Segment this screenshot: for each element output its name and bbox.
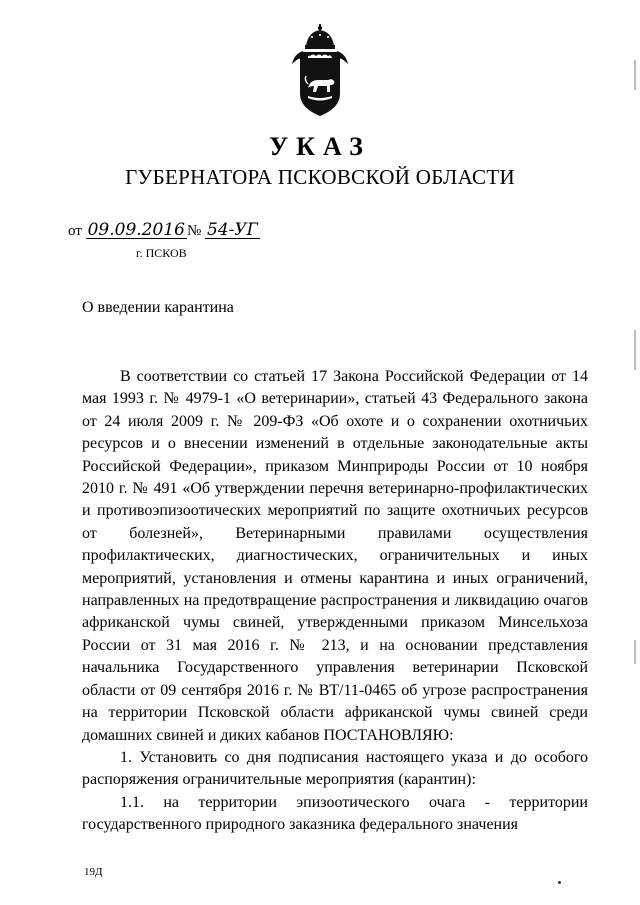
scan-dot <box>558 881 561 884</box>
handwritten-date: 09.09.2016 <box>87 220 185 240</box>
handwritten-number: 54-УГ <box>207 220 258 240</box>
city-label: г. ПСКОВ <box>136 246 187 260</box>
footer-code: 19Д <box>84 866 103 878</box>
body-paragraph: 1. Установить со дня подписания настоящего указа и до особого распоряжения ограничительные мероприятия (карантин): <box>82 748 588 789</box>
date-number-line <box>68 222 260 240</box>
pskov-coat-of-arms-icon <box>288 24 352 120</box>
body-paragraph: 1.1. на территории эпизоотического очага - территории государственного природного заказника федерального значения <box>82 793 588 834</box>
body-paragraph: В соответствии со статьей 17 Закона Российской Федерации от 14 мая 1993 г. № 4979-1 «О ветеринарии», статьей 43 Федерального закона от 24 июля 2009 г. № 209-ФЗ «Об охоте и о сохранении охотничьих ресурсов и о внесении изменений в отдельные законодательные акты Российской Федерации», приказом Минприроды России от 10 ноября 2010 г. № 491 «Об утверждении перечня ветеринарно-профилактических и противоэпизоотических мероприятий по защите охотничьих ресурсов от болезней», Ветеринарными правилами осуществления профилактических, диагностических, ограничительных и иных мероприятий, установления и отмены карантина и иных ограничений, направленных на предотвращение распространения и ликвидацию очагов африканской чумы свиней, утвержденными приказом Минсельхоза России от 31 мая 2016 г. № 213, и на основании представления начальника Государственного управления ветеринарии Псковской области от 09 сентября 2016 г. № ВТ/11-0465 об угрозе распространения на территории Псковской области африканской чумы свиней среди домашних свиней и диких кабанов ПОСТАНОВЛЯЮ: <box>82 368 588 744</box>
document-body <box>82 366 588 837</box>
date-prefix: от <box>68 223 82 239</box>
scan-edge-mark <box>634 640 636 664</box>
scan-edge-mark <box>634 60 636 90</box>
document-title: УКАЗ <box>269 132 371 161</box>
number-prefix: № <box>186 223 202 239</box>
document-subject: О введении карантина <box>82 299 234 316</box>
document-subtitle: ГУБЕРНАТОРА ПСКОВСКОЙ ОБЛАСТИ <box>125 165 515 189</box>
scan-edge-mark <box>634 330 636 370</box>
